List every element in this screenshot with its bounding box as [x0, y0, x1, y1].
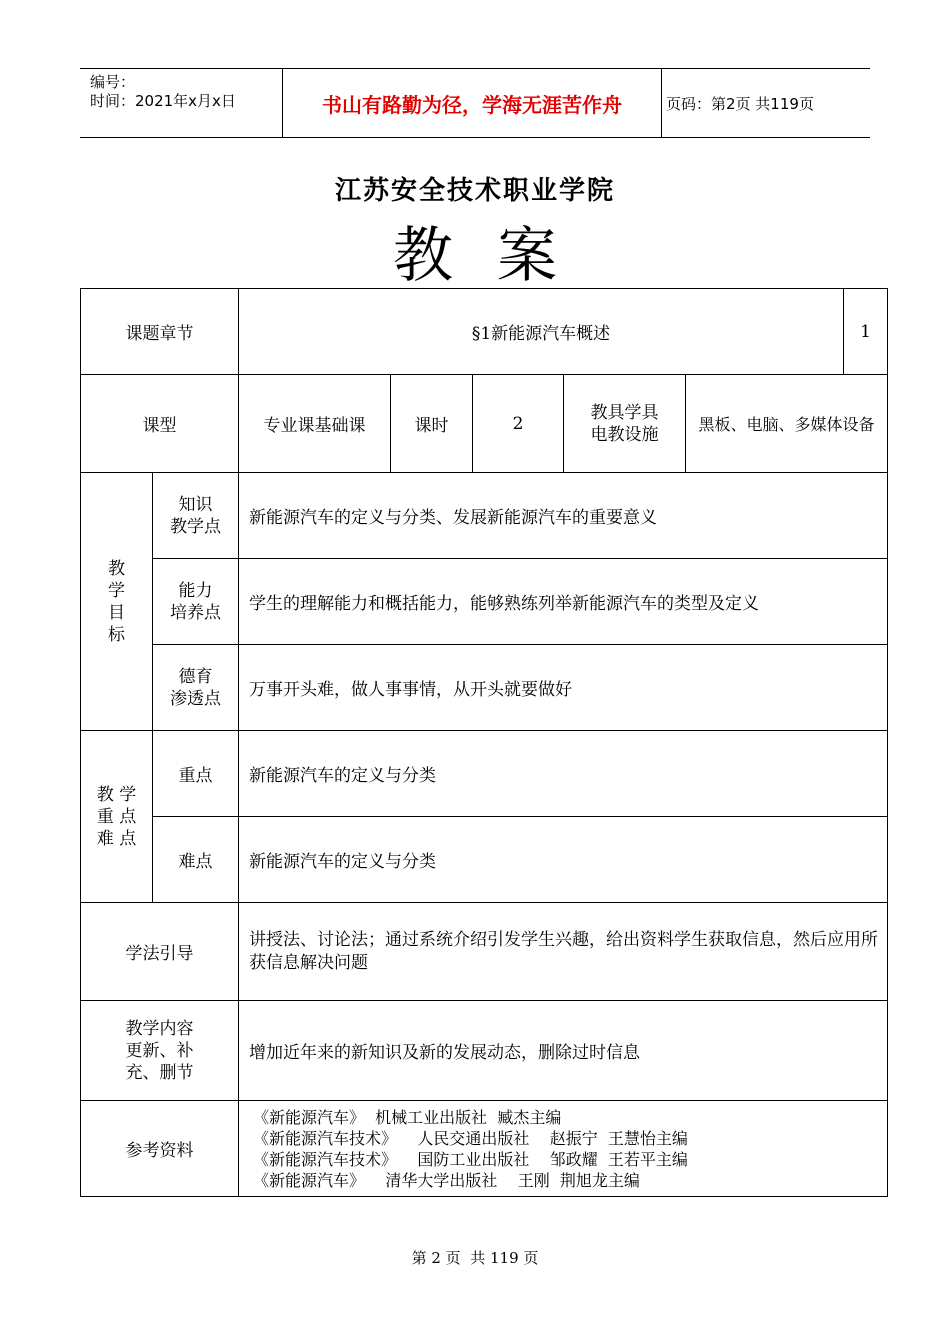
ability-label-2: 培养点: [170, 602, 221, 623]
ref-item: 《新能源汽车技术》 国防工业出版社 邹政耀 王若平主编: [253, 1149, 688, 1169]
hours-label: 课时: [391, 375, 473, 473]
moral-label: [153, 645, 239, 731]
update-label: [81, 1001, 239, 1101]
keypoints-line-2: 重 点: [96, 806, 137, 827]
topic-label: 课题章节: [81, 289, 239, 375]
knowledge-label-2: 教学点: [170, 516, 221, 537]
topic-number: 1: [844, 289, 888, 375]
topic-value: §1新能源汽车概述: [239, 289, 844, 375]
knowledge-label: [153, 473, 239, 559]
moral-value: 万事开头难，做人事事情，从开头就要做好: [239, 645, 888, 731]
moral-label-2: 渗透点: [170, 688, 221, 709]
difficult-label: 难点: [153, 817, 239, 903]
key-label: 重点: [153, 731, 239, 817]
keypoints-line-1: 教 学: [96, 784, 137, 805]
ability-label: [153, 559, 239, 645]
topic-row: [81, 289, 888, 375]
knowledge-value: 新能源汽车的定义与分类、发展新能源汽车的重要意义: [239, 473, 888, 559]
goals-char-1: 教: [108, 558, 125, 579]
update-label-3: 充、删节: [125, 1062, 194, 1083]
goals-char-2: 学: [108, 580, 125, 601]
knowledge-label-1: 知识: [178, 494, 213, 515]
keypoints-label: [81, 731, 153, 903]
refs-list: [239, 1101, 888, 1197]
moral-label-1: 德育: [178, 666, 213, 687]
motto: 书山有路勤为径，学海无涯苦作舟: [282, 69, 662, 137]
ref-item: 《新能源汽车》 机械工业出版社 臧杰主编: [253, 1107, 562, 1127]
update-row: [81, 1001, 888, 1101]
goals-char-3: 目: [108, 602, 125, 623]
ref-item: 《新能源汽车技术》 人民交通出版社 赵振宁 王慧怡主编: [253, 1128, 688, 1148]
page-label: 页码：第2页 共119页: [666, 94, 814, 113]
page-footer: 第 2 页 共 119 页: [411, 1249, 539, 1267]
refs-row: [81, 1101, 888, 1197]
difficult-value: 新能源汽车的定义与分类: [239, 817, 888, 903]
type-label: 课型: [81, 375, 239, 473]
tools-label-1: 教具学具: [590, 402, 659, 423]
type-row: [81, 375, 888, 473]
date-label: 时间：2021年x月x日: [90, 92, 236, 110]
update-value: 增加近年来的新知识及新的发展动态，删除过时信息: [239, 1001, 888, 1101]
hours-value: 2: [473, 375, 564, 473]
update-label-1: 教学内容: [125, 1018, 194, 1039]
doc-title: 教案: [393, 221, 601, 291]
refs-label: 参考资料: [81, 1101, 239, 1197]
method-value: 讲授法、讨论法；通过系统介绍引发学生兴趣，给出资料学生获取信息，然后应用所获信息解决问题: [239, 903, 888, 1001]
key-value: 新能源汽车的定义与分类: [239, 731, 888, 817]
method-label: 学法引导: [81, 903, 239, 1001]
tools-value: 黑板、电脑、多媒体设备: [686, 375, 888, 473]
type-value: 专业课基础课: [239, 375, 391, 473]
page-header: [80, 68, 870, 138]
tools-label-2: 电教设施: [590, 424, 659, 445]
method-row: [81, 903, 888, 1001]
keypoints-line-3: 难 点: [96, 828, 137, 849]
update-label-2: 更新、补: [125, 1040, 194, 1061]
ability-value: 学生的理解能力和概括能力，能够熟练列举新能源汽车的类型及定义: [239, 559, 888, 645]
ref-item: 《新能源汽车》 清华大学出版社 王刚 荆旭龙主编: [253, 1170, 640, 1190]
difficult-row: [81, 817, 888, 903]
header-meta: [90, 73, 236, 111]
goals-label: [81, 473, 153, 731]
school-name: 江苏安全技术职业学院: [334, 176, 615, 206]
lesson-plan-table: [80, 288, 888, 1197]
ability-row: [81, 559, 888, 645]
key-row: [81, 731, 888, 817]
ability-label-1: 能力: [178, 580, 213, 601]
knowledge-row: [81, 473, 888, 559]
goals-char-4: 标: [108, 624, 125, 645]
moral-row: [81, 645, 888, 731]
serial-label: 编号：: [90, 73, 136, 91]
tools-label: [564, 375, 686, 473]
